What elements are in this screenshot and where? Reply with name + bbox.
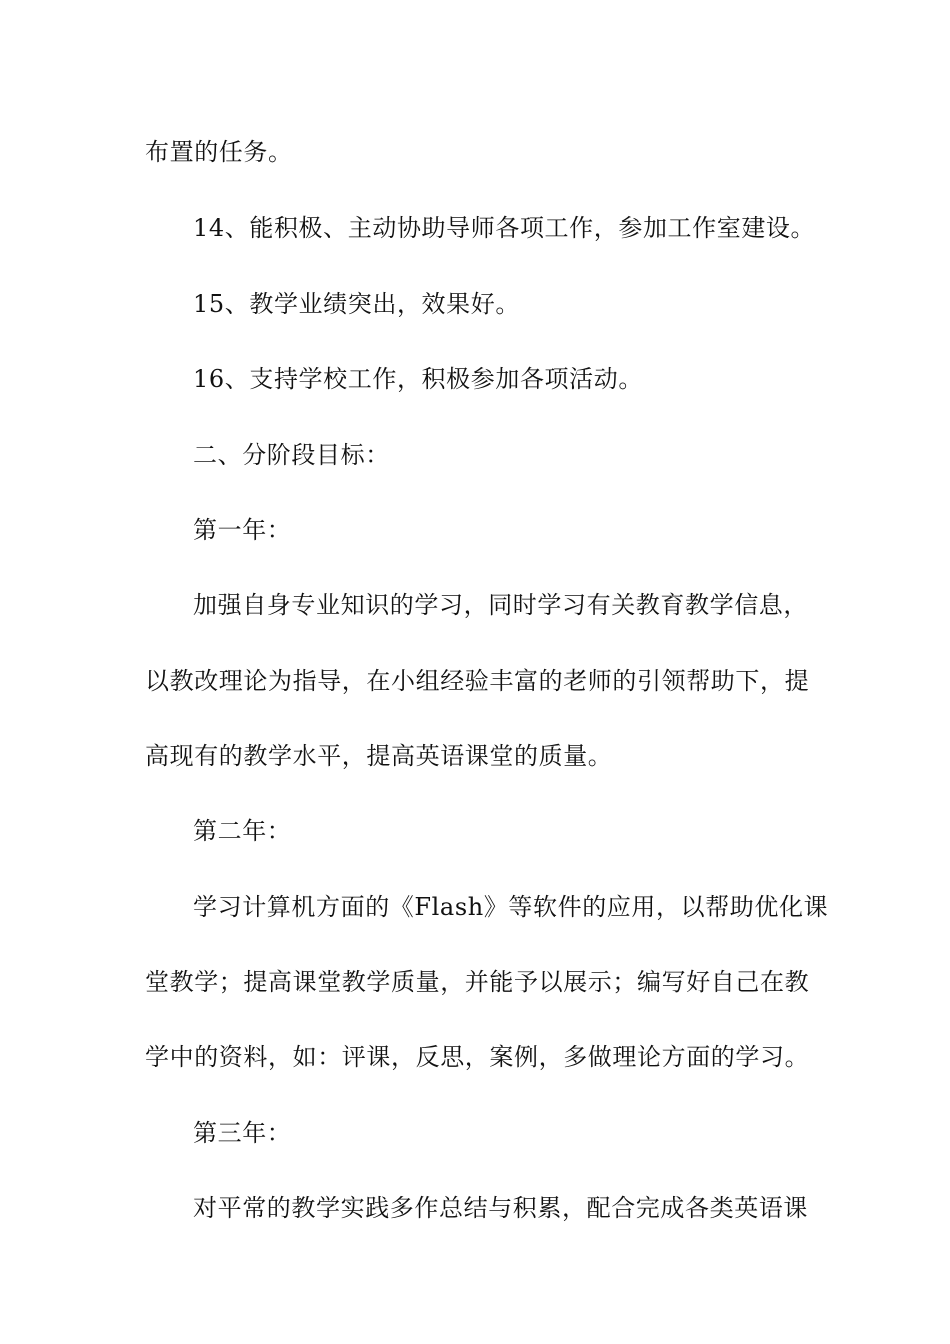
paragraph-year-one-line-1: 加强自身专业知识的学习，同时学习有关教育教学信息， bbox=[193, 591, 808, 619]
list-item-15: 15、教学业绩突出，效果好。 bbox=[193, 290, 520, 318]
paragraph-year-two-line-3: 学中的资料，如：评课，反思，案例，多做理论方面的学习。 bbox=[145, 1043, 810, 1071]
subheading-year-one: 第一年： bbox=[193, 516, 292, 544]
paragraph-year-one-line-3: 高现有的教学水平，提高英语课堂的质量。 bbox=[145, 742, 613, 770]
paragraph-year-one-line-2: 以教改理论为指导，在小组经验丰富的老师的引领帮助下，提 bbox=[145, 667, 810, 695]
subheading-year-two: 第二年： bbox=[193, 817, 292, 845]
text-line-continuation: 布置的任务。 bbox=[145, 138, 293, 166]
subheading-year-three: 第三年： bbox=[193, 1119, 292, 1147]
paragraph-year-two-line-2: 堂教学；提高课堂教学质量，并能予以展示；编写好自己在教 bbox=[145, 968, 810, 996]
list-item-16: 16、支持学校工作，积极参加各项活动。 bbox=[193, 365, 643, 393]
list-item-14: 14、能积极、主动协助导师各项工作，参加工作室建设。 bbox=[193, 214, 816, 242]
section-heading-stage-goals: 二、分阶段目标： bbox=[193, 441, 390, 469]
paragraph-year-three-line-1: 对平常的教学实践多作总结与积累，配合完成各类英语课 bbox=[193, 1194, 808, 1222]
paragraph-year-two-line-1: 学习计算机方面的《Flash》等软件的应用，以帮助优化课 bbox=[193, 893, 829, 921]
